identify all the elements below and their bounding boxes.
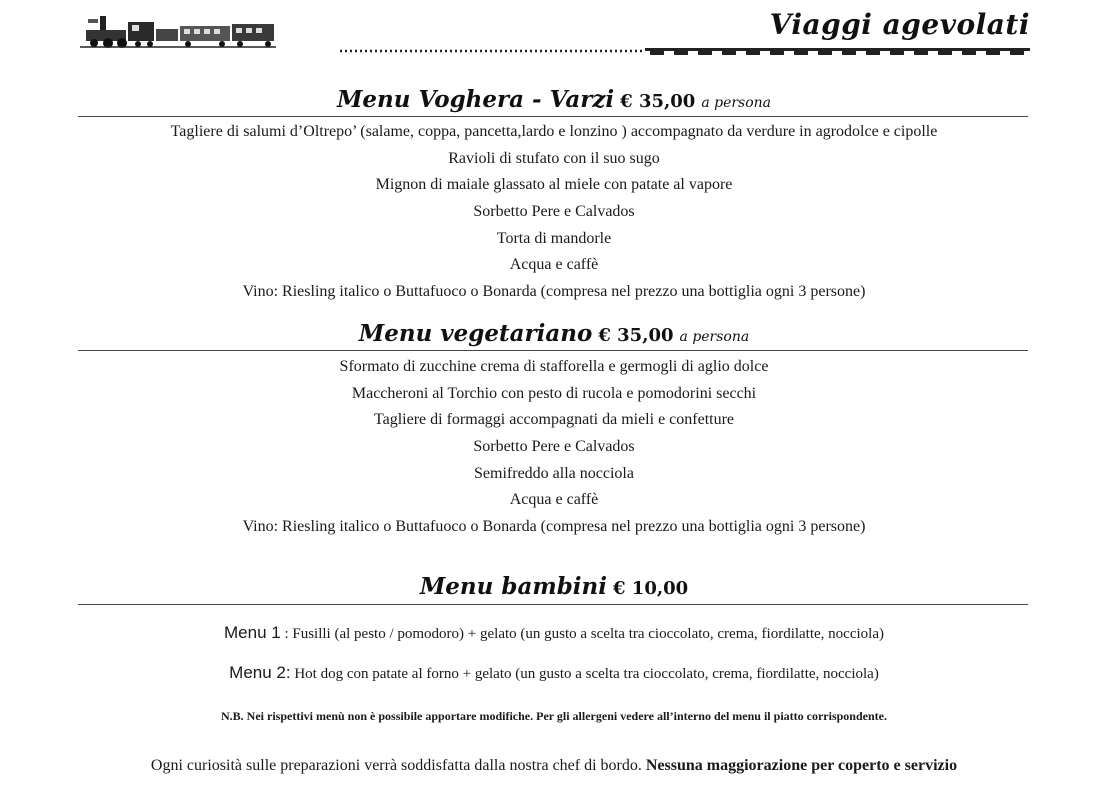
menu-price: € 35,00 xyxy=(598,325,674,346)
list-item: Sformato di zucchine crema di stafforella e germogli di aglio dolce xyxy=(339,358,769,375)
menu-price: € 35,00 xyxy=(620,91,696,112)
railway-track-icon xyxy=(340,46,1030,56)
menu-title-bambini xyxy=(0,573,1108,600)
kids-option-text: Fusilli (al pesto / pomodoro) + gelato (un gusto a scelta tra cioccolato, crema, fiordilatte, nocciola) xyxy=(292,626,884,642)
list-item: Vino: Riesling italico o Buttafuoco o Bonarda (compresa nel prezzo una bottiglia ogni 3 persone) xyxy=(242,283,866,301)
menu-name: Menu Voghera - Varzi xyxy=(336,86,615,113)
menu-per: a persona xyxy=(679,329,750,345)
kids-option-1 xyxy=(0,623,1108,643)
footer-note xyxy=(0,757,1108,775)
list-item: Mignon di maiale glassato al miele con patate al vapore xyxy=(375,176,733,194)
kids-option-2 xyxy=(0,663,1108,683)
list-item: Sorbetto Pere e Calvados xyxy=(473,438,635,456)
list-item: Torta di mandorle xyxy=(496,229,612,247)
steam-train-icon xyxy=(80,10,276,50)
kids-option-sep: : xyxy=(280,626,293,642)
kids-option-text: Hot dog con patate al forno + gelato (un gusto a scelta tra cioccolato, crema, fiordilatte, nocciola) xyxy=(294,666,879,682)
allergen-note: N.B. Nei rispettivi menù non è possibile apportare modifiche. Per gli allergeni vedere all’interno del menu il piatto corrispondente. xyxy=(221,709,887,723)
footer-text: Ogni curiosità sulle preparazioni verrà soddisfatta dalla nostra chef di bordo. xyxy=(150,757,642,774)
divider xyxy=(78,116,1028,117)
list-item: Semifreddo alla nocciola xyxy=(474,464,634,482)
list-item: Tagliere di formaggi accompagnati da mieli e confetture xyxy=(373,411,735,429)
divider xyxy=(78,604,1028,605)
menu-items-voghera-varzi xyxy=(0,119,1108,306)
kids-option-label: Menu 1 xyxy=(224,623,281,642)
menu-price: € 10,00 xyxy=(613,578,689,599)
list-item: Tagliere di salumi d’Oltrepo’ (salame, coppa, pancetta,lardo e lonzino ) accompagnato da verdure in agrodolce e cipolle xyxy=(170,123,938,140)
list-item: Acqua e caffè xyxy=(509,491,599,509)
list-item: Ravioli di stufato con il suo sugo xyxy=(448,149,660,167)
menu-name: Menu vegetariano xyxy=(358,320,593,347)
menu-title-vegetariano xyxy=(0,320,1108,347)
footer-bold: Nessuna maggiorazione per coperto e servizio xyxy=(645,757,958,774)
menu-items-vegetariano xyxy=(0,354,1108,541)
menu-per: a persona xyxy=(701,95,772,111)
menu-name: Menu bambini xyxy=(419,573,607,600)
divider xyxy=(78,350,1028,351)
list-item: Vino: Riesling italico o Buttafuoco o Bonarda (compresa nel prezzo una bottiglia ogni 3 persone) xyxy=(242,518,866,536)
list-item: Sorbetto Pere e Calvados xyxy=(473,203,635,221)
list-item: Acqua e caffè xyxy=(509,256,599,274)
brand-title: Viaggi agevolati xyxy=(769,8,1030,41)
menu-title-voghera-varzi xyxy=(0,86,1108,113)
kids-option-label: Menu 2: xyxy=(229,663,291,682)
list-item: Maccheroni al Torchio con pesto di rucola e pomodorini secchi xyxy=(351,384,757,402)
page-header xyxy=(0,0,1108,62)
